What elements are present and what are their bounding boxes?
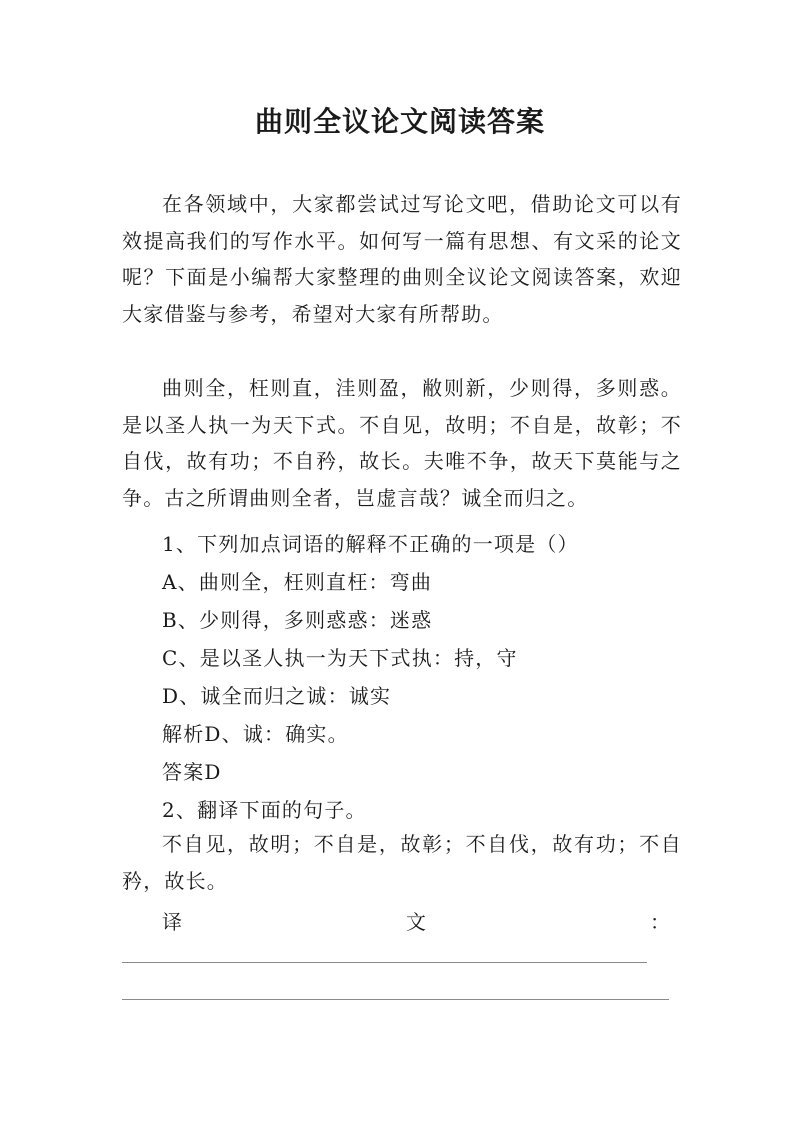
question-1-answer: 答案D [162,760,222,784]
intro-paragraph: 在各领域中，大家都尝试过写论文吧，借助论文可以有效提高我们的写作水平。如何写一篇有思想、有文采的论文呢？下面是小编帮大家整理的曲则全议论文阅读答案，欢迎大家借鉴与参考，希望对大家有所帮助。 [122,192,682,326]
question-1-option-b: B、少则得，多则惑惑：迷惑 [162,608,433,632]
question-1-option-d: D、诚全而归之诚：诚实 [162,684,392,708]
question-2-stem: 2、翻译下面的句子。 [162,798,367,822]
translation-label-char-1: 译 [162,910,182,934]
question-1-stem: 1、下列加点词语的解释不正确的一项是（） [162,532,579,556]
question-2-sentence: 不自见，故明；不自是，故彰；不自伐，故有功；不自矜，故长。 [122,832,682,893]
question-1-option-a: A、曲则全，枉则直枉：弯曲 [162,570,433,594]
answer-blank-line-2 [122,999,669,1000]
document-title: 曲则全议论文阅读答案 [254,105,545,138]
translation-label [162,906,670,935]
question-1-analysis: 解析D、诚：确实。 [162,722,349,746]
translation-label-char-2: 文 [406,910,426,934]
passage-paragraph: 曲则全，枉则直，洼则盈，敝则新，少则得，多则惑。是以圣人执一为天下式。不自见，故明；不自是，故彰；不自伐，故有功；不自矜，故长。夫唯不争，故天下莫能与之争。古之所谓曲则全者，岂虚言哉？诚全而归之。 [122,376,682,510]
question-1-option-c: C、是以圣人执一为天下式执：持，守 [162,646,518,670]
answer-blank-line-1 [122,962,647,963]
translation-label-colon: ： [650,910,670,934]
